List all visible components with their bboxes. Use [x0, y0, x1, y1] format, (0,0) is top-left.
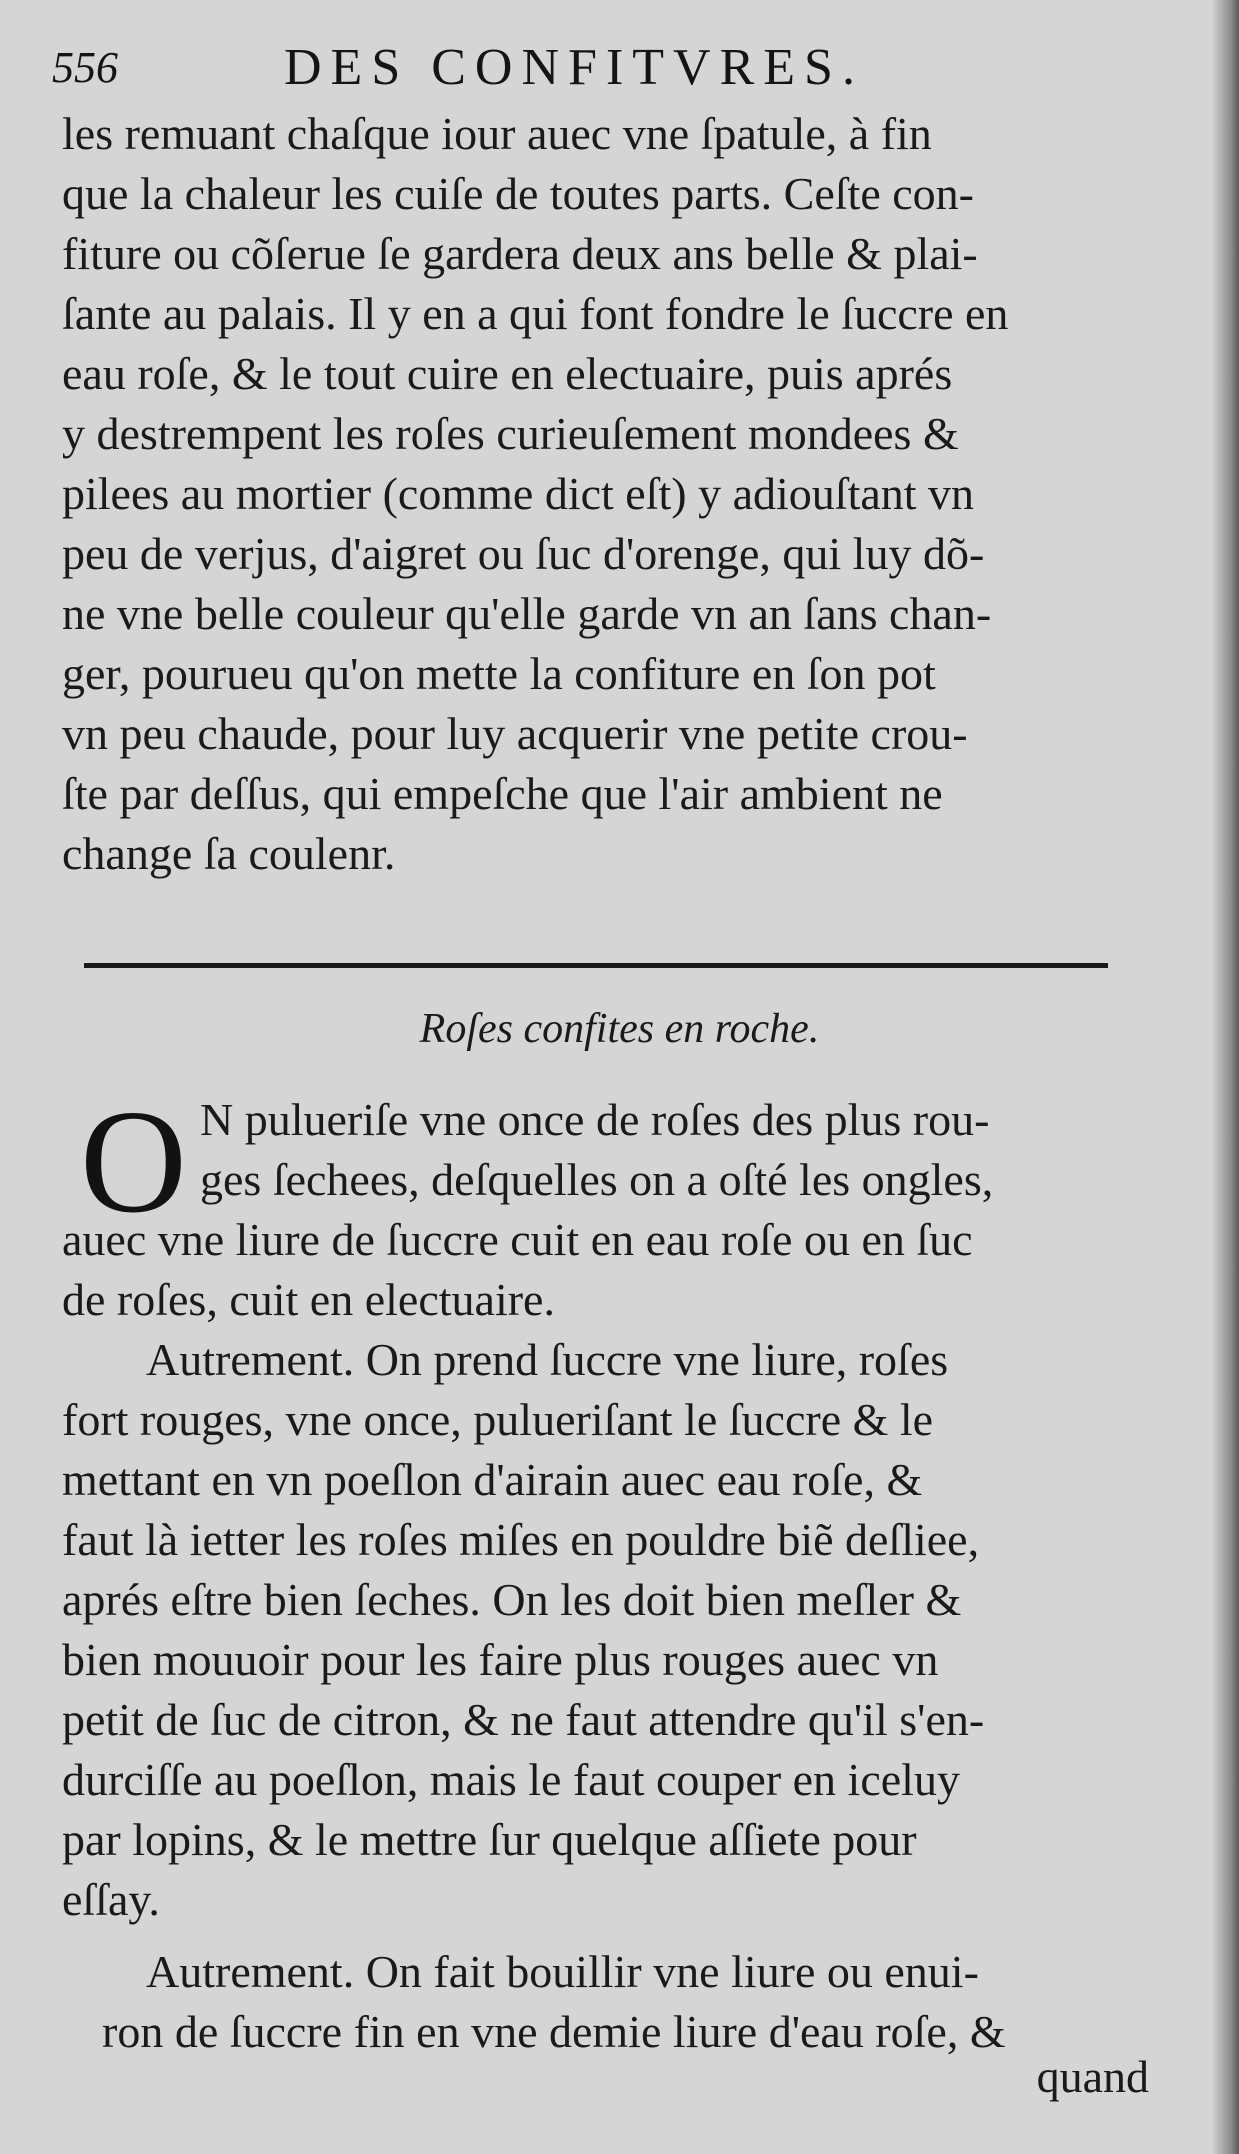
- text-line: ſante au palais. Il y en a qui font fondre le ſuccre en: [62, 288, 1009, 339]
- text-line: vn peu chaude, pour luy acquerir vne petite crou-: [62, 708, 968, 759]
- section-rest-lines: [62, 1210, 1122, 1330]
- page-header: [52, 38, 1152, 108]
- text-line: mettant en vn poeſlon d'airain auec eau roſe, &: [62, 1454, 923, 1505]
- text-line: ron de ſuccre fin en vne demie liure d'eau roſe, &: [102, 2006, 1006, 2057]
- section-title: Roſes confites en roche.: [419, 1006, 820, 1052]
- paragraph-top: [62, 104, 1122, 884]
- text-line: N pulueriſe vne once de roſes des plus rou-: [200, 1094, 990, 1145]
- catchword: quand: [1036, 2051, 1149, 2102]
- text-line: ger, pourueu qu'on mette la confiture en ſon pot: [62, 648, 936, 699]
- drop-cap-letter: O: [80, 1080, 187, 1244]
- text-line: de roſes, cuit en electuaire.: [62, 1274, 555, 1325]
- text-line: eſſay.: [62, 1874, 160, 1925]
- paragraph-autrement-2: [62, 1942, 1122, 2062]
- text-line: fort rouges, vne once, pulueriſant le ſuccre & le: [62, 1394, 934, 1445]
- text-line: auec vne liure de ſuccre cuit en eau roſe ou en ſuc: [62, 1214, 973, 1265]
- text-line: durciſſe au poeſlon, mais le faut couper en iceluy: [62, 1754, 960, 1805]
- text-line: fiture ou cõſerue ſe gardera deux ans belle & plai-: [62, 228, 978, 279]
- text-line: Autrement. On prend ſuccre vne liure, roſes: [146, 1334, 949, 1385]
- text-line: pilees au mortier (comme dict eſt) y adiouſtant vn: [62, 468, 975, 519]
- text-line: Autrement. On fait bouillir vne liure ou enui-: [146, 1946, 979, 1997]
- text-line: les remuant chaſque iour auec vne ſpatule, à fin: [62, 108, 932, 159]
- text-line: ne vne belle couleur qu'elle garde vn an ſans chan-: [62, 588, 992, 639]
- section-first-lines: [200, 1090, 1140, 1210]
- text-line: faut là ietter les roſes miſes en pouldre biẽ deſliee,: [62, 1514, 980, 1565]
- text-line: petit de ſuc de citron, & ne faut attendre qu'il s'en-: [62, 1694, 985, 1745]
- text-line: ges ſechees, deſquelles on a oſté les ongles,: [200, 1154, 994, 1205]
- paragraph-autrement-1: [62, 1330, 1122, 1930]
- text-line: ſte par deſſus, qui empeſche que l'air ambient ne: [62, 768, 943, 819]
- section-divider-rule: [84, 963, 1108, 968]
- page-number: 556: [52, 43, 118, 92]
- text-line: change ſa coulenr.: [62, 828, 396, 879]
- text-line: peu de verjus, d'aigret ou ſuc d'orenge, qui luy dõ-: [62, 528, 985, 579]
- text-line: eau roſe, & le tout cuire en electuaire, puis aprés: [62, 348, 953, 399]
- text-line: y destrempent les roſes curieuſement mondees &: [62, 408, 959, 459]
- page-edge-shadow: [1213, 0, 1239, 2154]
- text-line: bien mouuoir pour les faire plus rouges auec vn: [62, 1634, 939, 1685]
- text-line: que la chaleur les cuiſe de toutes parts. Ceſte con-: [62, 168, 974, 219]
- running-head: DES CONFITVRES.: [284, 39, 864, 96]
- text-line: aprés eſtre bien ſeches. On les doit bien meſler &: [62, 1574, 962, 1625]
- text-line: par lopins, & le mettre ſur quelque aſſiete pour: [62, 1814, 917, 1865]
